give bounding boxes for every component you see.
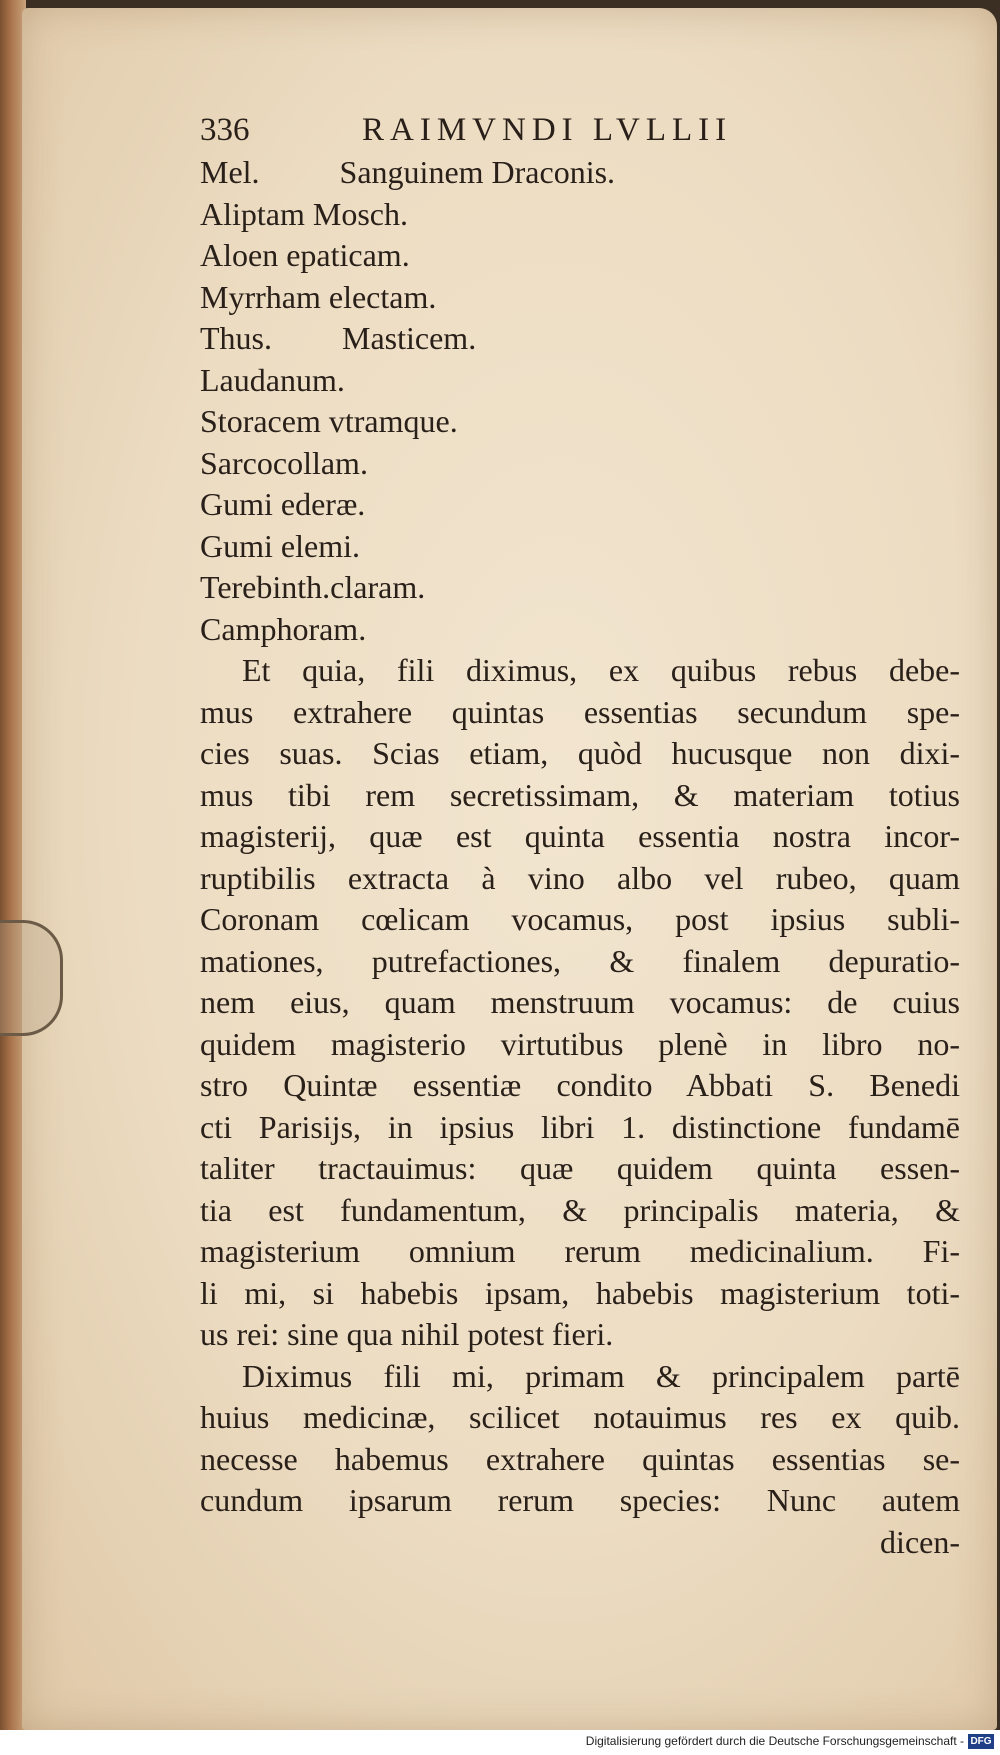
paragraph-2 bbox=[200, 1356, 960, 1522]
list-item bbox=[200, 526, 960, 568]
text-line: cti Parisijs, in ipsius libri 1. distinctione fundamē bbox=[200, 1108, 960, 1145]
list-item bbox=[200, 401, 960, 443]
text-line: li mi, si habebis ipsam, habebis magisterium toti- bbox=[200, 1274, 960, 1311]
list-item-text: Laudanum. bbox=[200, 361, 345, 398]
dfg-logo: DFG bbox=[968, 1734, 994, 1749]
list-item-text: Gumi elemi. bbox=[200, 527, 360, 564]
list-item bbox=[200, 484, 960, 526]
text-line: cundum ipsarum rerum species: Nunc autem bbox=[200, 1482, 960, 1518]
text-line: cies suas. Scias etiam, quòd hucusque non dixi- bbox=[200, 735, 960, 771]
text-line: magisterij, quæ est quinta essentia nostra incor- bbox=[200, 818, 960, 854]
list-item bbox=[200, 194, 960, 236]
list-item-text: Sarcocollam. bbox=[200, 444, 368, 481]
text-line: mus tibi rem secretissimam, & materiam totius bbox=[200, 776, 960, 813]
paragraph-1 bbox=[200, 650, 960, 1356]
list-item bbox=[200, 152, 960, 194]
list-item-text: Aloen epaticam. bbox=[200, 237, 410, 273]
list-item-text: Sanguinem Draconis. bbox=[339, 154, 616, 190]
text-line: Coronam cœlicam vocamus, post ipsius subli- bbox=[200, 901, 960, 937]
text-line: stro Quintæ essentiæ condito Abbati S. Benedi bbox=[200, 1067, 960, 1103]
list-item-text: Camphoram. bbox=[200, 610, 367, 647]
list-item-text: Storacem vtramque. bbox=[200, 403, 458, 439]
text-line: mationes, putrefactiones, & finalem depuratio- bbox=[200, 942, 960, 979]
page-clip bbox=[0, 920, 63, 1036]
text-line: taliter tractauimus: quæ quidem quinta essen- bbox=[200, 1150, 960, 1186]
text-line: Diximus fili mi, primam & principalem partē bbox=[242, 1357, 960, 1394]
list-item bbox=[200, 609, 960, 651]
text-line: magisterium omnium rerum medicinalium. Fi- bbox=[200, 1233, 960, 1269]
list-item-text: Aliptam Mosch. bbox=[200, 195, 408, 232]
list-item bbox=[200, 318, 960, 360]
list-item bbox=[200, 443, 960, 485]
list-item-text: Gumi ederæ. bbox=[200, 486, 366, 522]
digitization-footer bbox=[0, 1730, 1000, 1755]
text-line: Et quia, fili diximus, ex quibus rebus debe- bbox=[242, 652, 960, 688]
list-item bbox=[200, 360, 960, 402]
list-item bbox=[200, 277, 960, 319]
list-item-text: Thus. bbox=[200, 320, 272, 356]
list-item-text: Masticem. bbox=[342, 320, 477, 356]
text-line: quidem magisterio virtutibus plenè in libro no- bbox=[200, 1025, 960, 1062]
running-title: RAIMVNDI LVLLII bbox=[362, 112, 733, 148]
text-line: mus extrahere quintas essentias secundum spe- bbox=[200, 693, 960, 730]
list-item bbox=[200, 567, 960, 609]
text-line: tia est fundamentum, & principalis materia, & bbox=[200, 1191, 960, 1228]
ingredient-list bbox=[200, 152, 960, 650]
catchword: dicen- bbox=[880, 1523, 960, 1560]
list-item bbox=[200, 235, 960, 277]
running-head bbox=[200, 108, 960, 152]
text-line: us rei: sine qua nihil potest fieri. bbox=[200, 1316, 614, 1352]
page-number: 336 bbox=[200, 112, 250, 148]
footer-credit: Digitalisierung gefördert durch die Deutsche Forschungsgemeinschaft - bbox=[585, 1734, 964, 1748]
page-text bbox=[200, 108, 960, 1563]
text-line: huius medicinæ, scilicet notauimus res ex quib. bbox=[200, 1399, 960, 1435]
list-item-text: Myrrham electam. bbox=[200, 278, 437, 315]
list-item-text: Terebinth.claram. bbox=[200, 569, 426, 605]
text-line: necesse habemus extrahere quintas essentias se- bbox=[200, 1440, 960, 1477]
text-line: nem eius, quam menstruum vocamus: de cuius bbox=[200, 984, 960, 1020]
text-line: ruptibilis extracta à vino albo vel rubeo, quam bbox=[200, 859, 960, 896]
list-item-text: Mel. bbox=[200, 154, 260, 190]
